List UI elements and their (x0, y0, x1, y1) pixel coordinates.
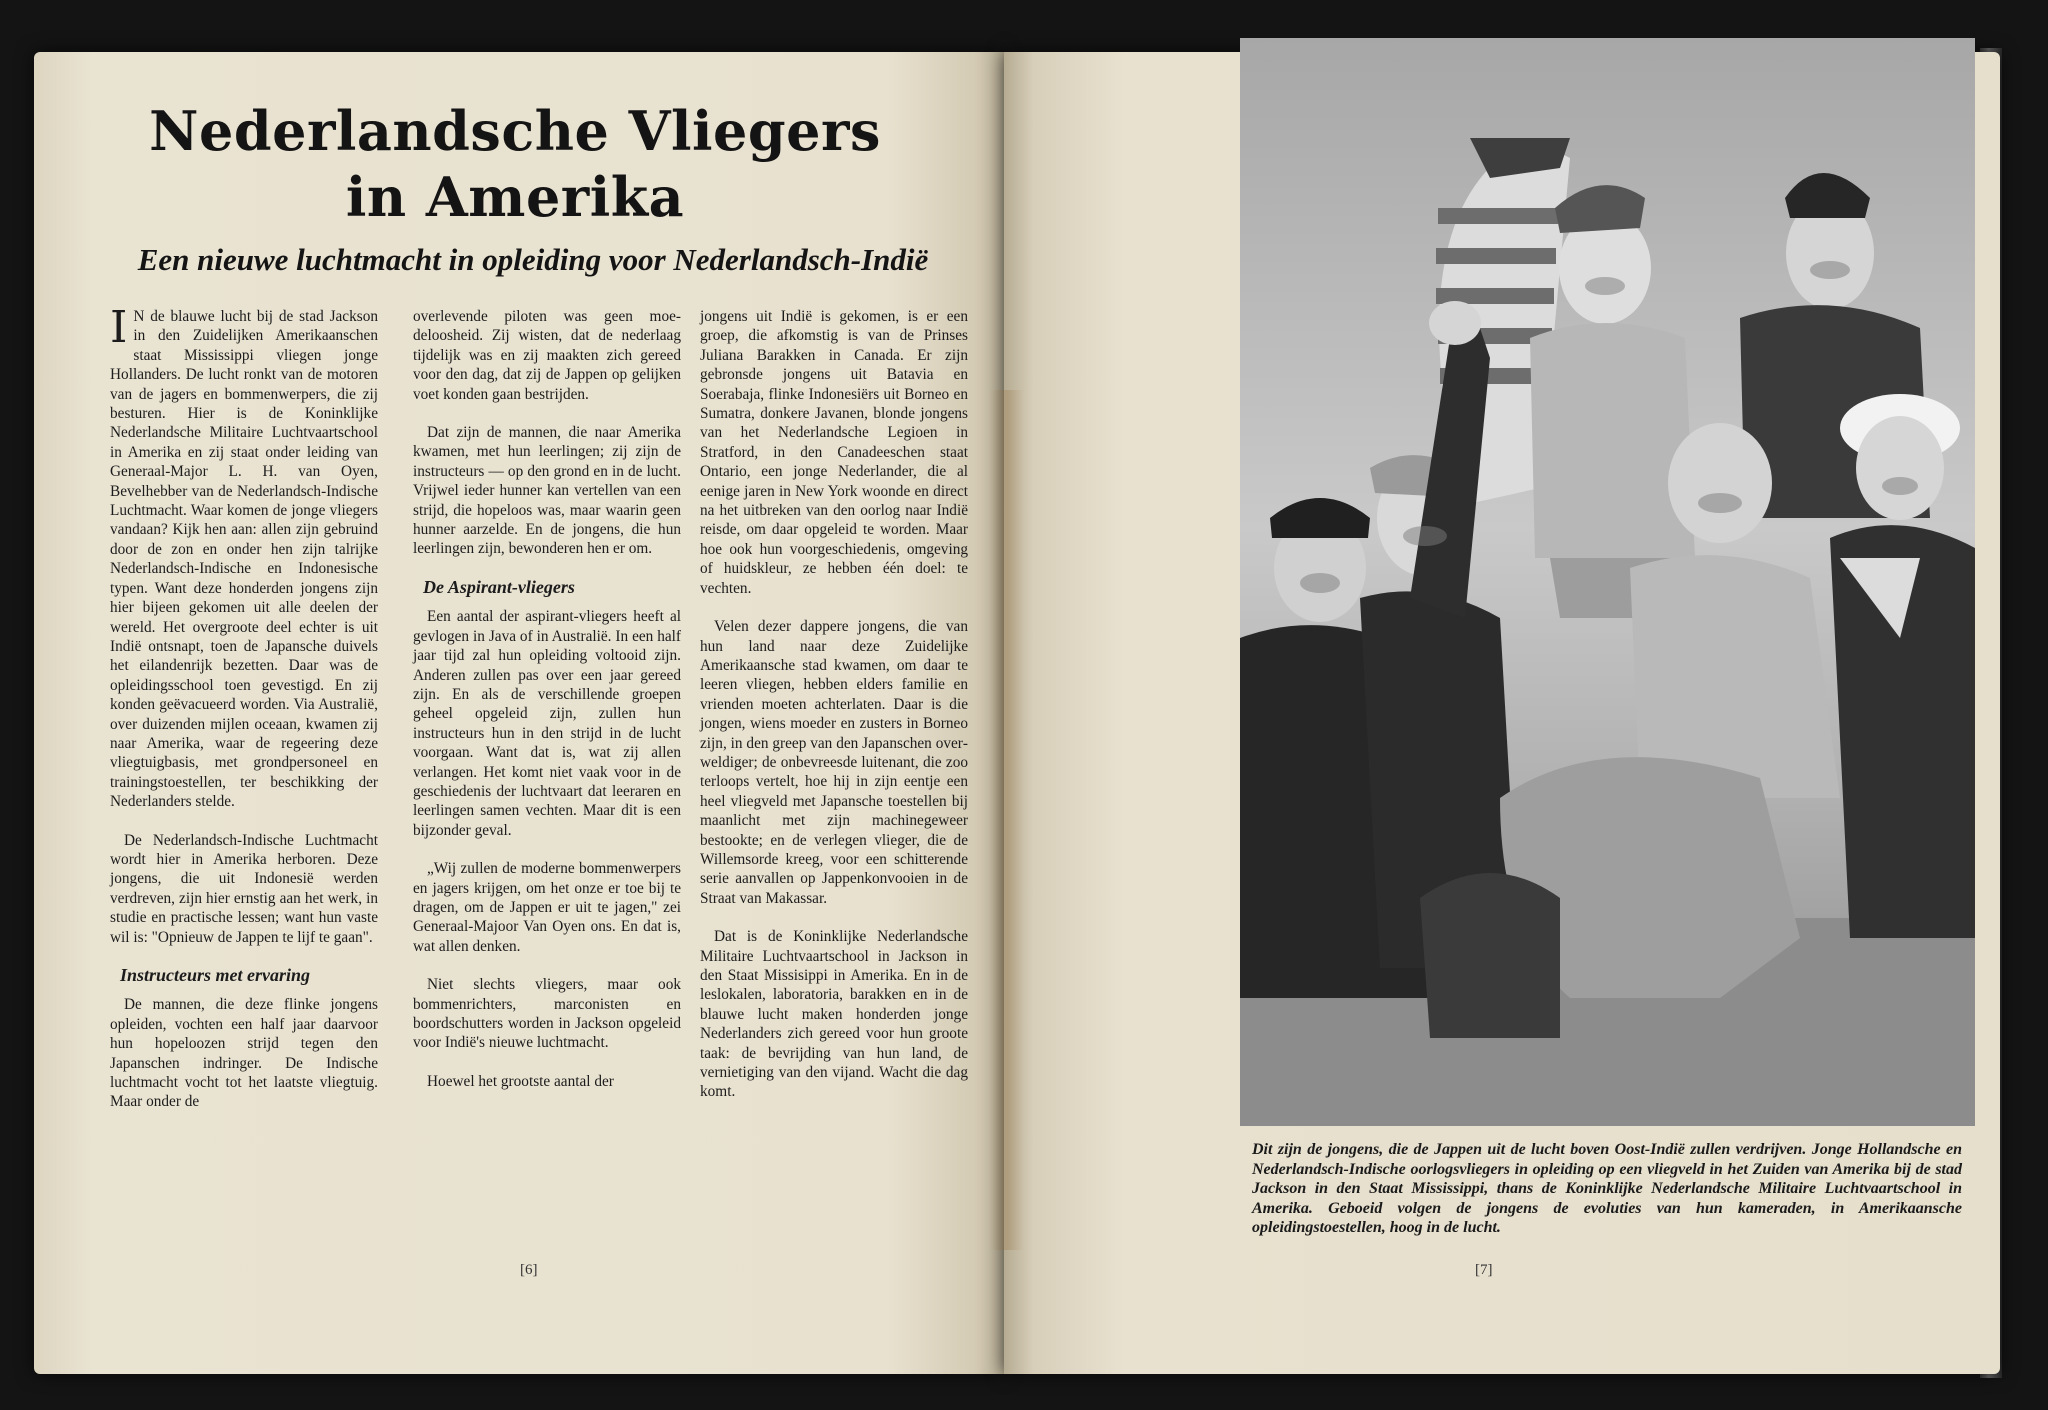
paragraph: Een aantal der aspirant-vliegers heeft al gevlogen in Java of in Australië. In een half jaar tijd zal hun opleiding voltooid zijn. Anderen zullen pas over een jaar gereed zijn. En als de verschillende groepen geheel opgeleid zijn, zullen hun instructeurs hun in den strijd in de lucht voorgaan. Want dat is, wat zij allen verlangen. Het komt niet vaak voor in de geschiedenis der luchtvaart dat leeraren en leerlingen samen vechten. Maar dit is een bijzonder geval. (413, 608, 681, 839)
paragraph: De mannen, die deze flinke jongens opleiden, vochten een half jaar daarvoor hun hopeloozen strijd tegen den Japanschen indringer. De Indische luchtmacht vocht tot het laatste vliegtuig. Maar onder de (110, 996, 378, 1111)
aviators-photo-illustration (1240, 38, 1975, 1126)
text-column-3 (700, 307, 968, 1121)
paragraph: Velen dezer dappere jongens, die van hun land naar deze Zuidelijke Amerikaansche stad kwamen, om daar te leeren vliegen, hebben elders familie en vrienden moeten achterlaten. Daar is die jongen, wiens moeder en zusters in Borneo zijn, in den greep van den Japanschen overweldiger; de onbevreesde luitenant, die zoo terloops vertelt, hoe hij in zijn eentje een heel vliegveld met Japansche toestellen bij maanlicht met zijn machinegeweer bestookte; en de verlegen vlieger, die de Willemsorde kreeg, voor een schitterende serie aanvallen op Jappenkonvooien in de Straat van Makassar. (700, 618, 968, 907)
paragraph: overlevende piloten was geen moedeloosheid. Zij wisten, dat de nederlaag tijdelijk was en zij maakten zich gereed voor den dag, dat zij de Jappen op gelijken voet konden gaan bestrijden. (413, 308, 681, 403)
paragraph: De Nederlandsch-Indische Luchtmacht wordt hier in Amerika herboren. Deze jongens, die uit Indonesië werden verdreven, zijn hier ernstig aan het werk, in studie en practische lessen; want hun vaste wil is: "Opnieuw de Jappen te lijf te gaan". (110, 831, 378, 946)
text-column-1 (110, 302, 378, 1131)
paragraph-text: N de blauwe lucht bij de stad Jackson in den Zuidelijken Amerikaanschen staat Mississippi vliegen jonge Hollanders. De lucht ronkt van de motoren van de jagers en bommenwerpers, die zij besturen. Hier is de Koninklijke Nederlandsche Militaire Luchtvaartschool in Amerika en zij staat onder leiding van Generaal-Major L. H. van Oyen, Bevelhebber van de Nederlandsch-Indische Luchtmacht. Waar komen de jonge vliegers vandaan? Kijk hen aan: allen zijn gebruind door de zon en onder hen zijn talrijke Nederlandsch-Indische en Indonesische typen. Want deze honderden jongens zijn hier bijeen gekomen uit alle deelen der wereld. Het overgroote deel echter is uit Indië ontsnapt, toen de Japansche duivels het eilandenrijk bezetten. Daar was de opleidingsschool toen gevestigd. En zij konden geëvacueerd worden. Via Australië, over duizenden mijlen oceaan, kwamen zij naar Amerika, waar de regeering deze vliegtuigbasis, met grondpersoneel en trainingstoestellen, ter beschikking der Nederlanders stelde. (110, 308, 378, 811)
paragraph: Dat is de Koninklijke Nederlandsche Militaire Luchtvaartschool in Jackson in den Staat Missisippi in Amerika. En in de leslokalen, laboratoria, barakken en in de blauwe lucht maken honderden jonge Nederlanders zich gereed voor hun groote taak: de bevrijding van hun land, de vernietiging van den vijand. Wacht die dag komt. (700, 928, 968, 1101)
aviators-photo (1240, 38, 1975, 1126)
paragraph: jongens uit Indië is gekomen, is er een groep, die afkomstig is van de Prinses Juliana Barakken in Canada. Er zijn gebronsde jongens uit Batavia en Soerabaja, flinke Indonesiërs uit Borneo en Sumatra, donkere Javanen, blonde jongens van het Nederlandsche Legioen in Stratford, in den Canadeeschen staat Ontario, een jonge Nederlander, die al eenige jaren in New York woonde en direct na het uitbreken van den oorlog naar Indië reisde, om daar opgeleid te worden. Maar hoe ook hun voorgeschiedenis, omgeving of huidskleur, ze hebben één doel: te vechten. (700, 308, 968, 597)
section-heading-instructeurs: Instructeurs met ervaring (120, 965, 311, 985)
paragraph: Hoewel het grootste aantal der (427, 1072, 614, 1090)
drop-cap: I (110, 302, 128, 353)
article-subtitle: Een nieuwe luchtmacht in opleiding voor Nederlandsch-Indië (137, 242, 929, 277)
section-heading-aspirant-vliegers: De Aspirant-vliegers (423, 576, 575, 597)
page-number-left: [6] (520, 1262, 538, 1278)
paragraph: Dat zijn de mannen, die naar Amerika kwamen, met hun leerlingen; zij zijn de instructeurs — op den grond en in de lucht. Vrijwel ieder hunner kan vertellen van een strijd, die hopeloos was, maar waarin geen hunner aarzelde. En de jongens, die hun leerlingen zijn, bewonderen hen er om. (413, 424, 681, 558)
article-title-line-1: Nederlandsche Vliegers (149, 99, 881, 163)
page-number-right: [7] (1475, 1262, 1493, 1278)
paragraph (110, 302, 378, 812)
text-column-2 (413, 307, 681, 1110)
article-title-line-2: in Amerika (345, 165, 685, 229)
paragraph: Niet slechts vliegers, maar ook bommenrichters, marconisten en boordschutters worden in Jackson opgeleid voor Indië's nieuwe luchtmacht. (413, 976, 681, 1052)
paragraph: „Wij zullen de moderne bommenwerpers en jagers krijgen, om het onze er toe bij te dragen, om de Jappen er uit te jagen," zei Generaal-Majoor Van Oyen ons. En dat is, wat allen denken. (413, 860, 681, 955)
photo-caption: Dit zijn de jongens, die de Jappen uit de lucht boven Oost-Indië zullen verdrijven. Jonge Hollandsche en Nederlandsch-Indische oorlogsvliegers in opleiding op een vliegveld in het Zuiden van Amerika bij de stad Jackson in den Staat Mississippi, thans de Koninklijke Nederlandsche Militaire Luchtvaartschool in Amerika. Geboeid volgen de jongens de evoluties van hun kameraden, in Amerikaansche opleidingstoestellen, hoog in de lucht. (1252, 1141, 1962, 1236)
article-title (100, 98, 930, 230)
